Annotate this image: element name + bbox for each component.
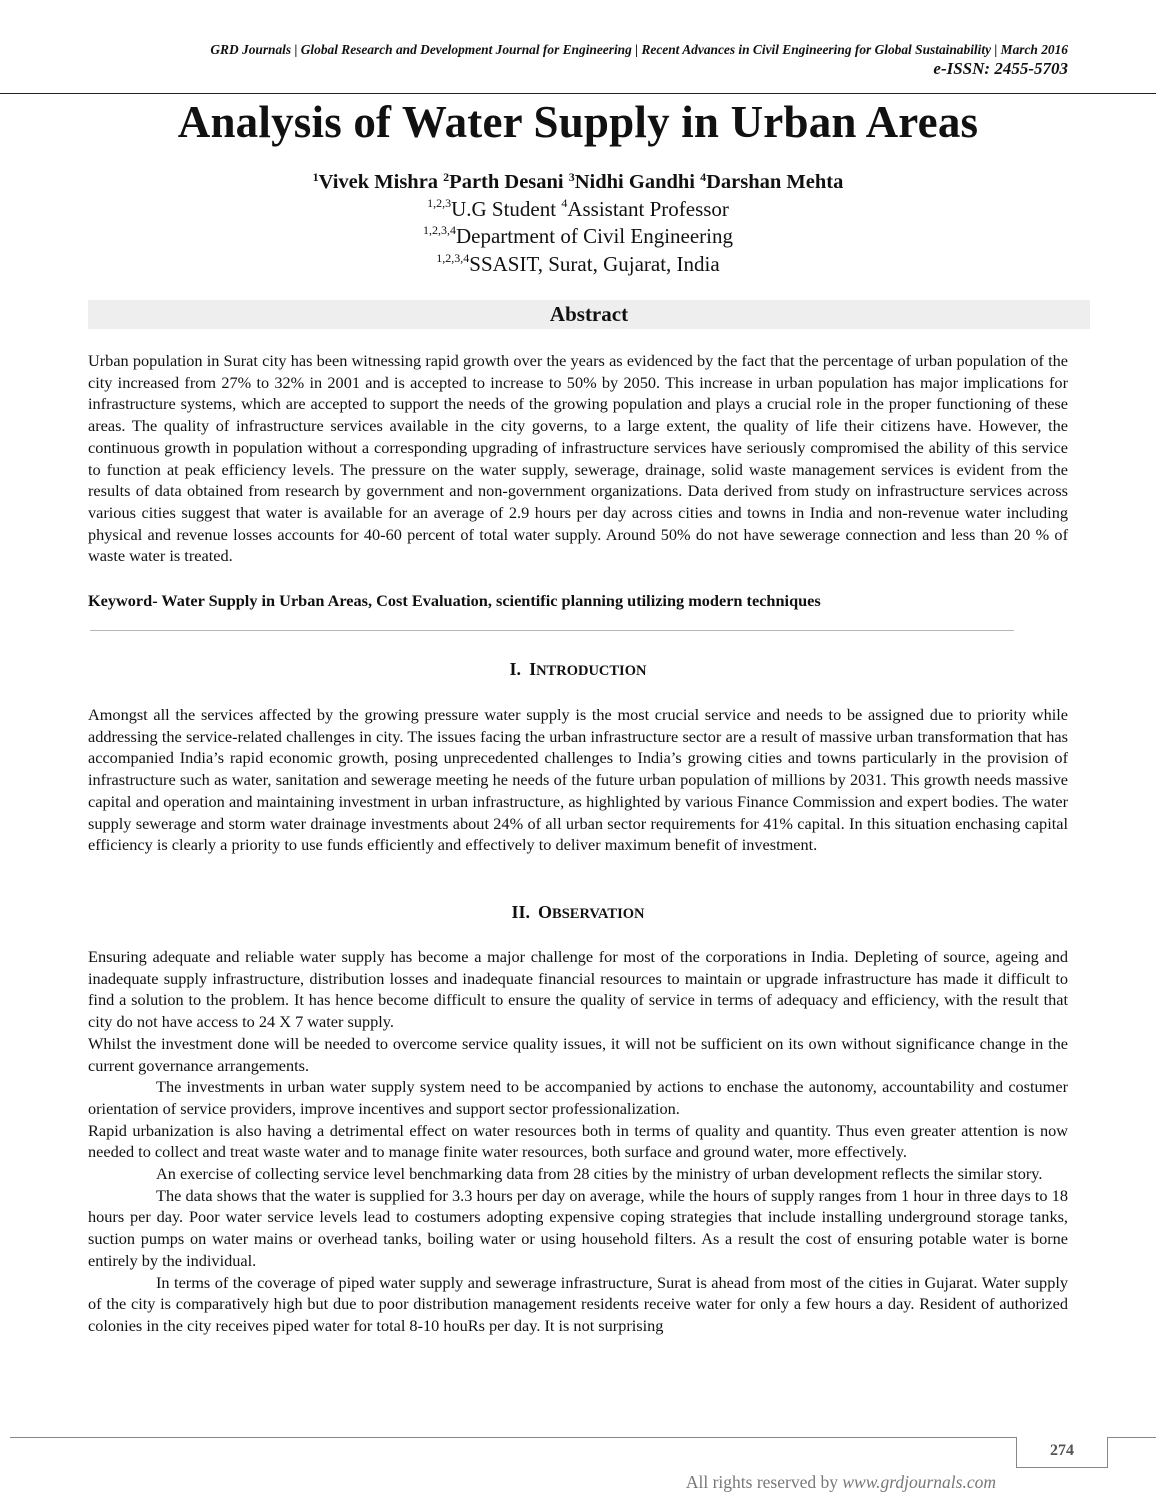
author-name: Vivek Mishra <box>318 171 439 193</box>
issn: e-ISSN: 2455-5703 <box>933 59 1068 78</box>
abstract-text: Urban population in Surat city has been witnessing rapid growth over the years as evidenced by the fact that the percentage of urban population of the city increased from 27% to 32% in 2001 and is accepted to increase to 50% by 2050. This increase in urban population has major implications for infrastructure systems, which are accepted to support the needs of the growing population and plays a crucial role in the proper functioning of these areas. The quality of infrastructure services available in the city governs, to a large extent, the quality of life their citizens have. However, the continuous growth in population without a corresponding upgrading of infrastructure services have seriously compromised the ability of this service to function at peak efficiency levels. The pressure on the water supply, sewerage, drainage, solid waste management services is evident from the results of data obtained from research by government and non-government organizations. Data derived from study on infrastructure services across various cities suggest that water is available for an average of 2.9 hours per day across cities and towns in India and non-revenue water including physical and revenue losses accounts for 40-60 percent of total water supply. Around 50% do not have sewerage connection and less than 20 % of waste water is treated. <box>88 351 1068 566</box>
author-name: Parth Desani <box>449 171 564 193</box>
footer-site-link[interactable]: www.grdjournals.com <box>842 1472 996 1492</box>
page-number: 274 <box>1016 1437 1108 1468</box>
section-title-rest: NTRODUCTION <box>536 663 647 679</box>
footer-copyright <box>686 1472 996 1493</box>
section-initial: O <box>538 902 553 922</box>
introduction-body <box>88 704 1068 856</box>
aff-text: SSASIT, Surat, Gujarat, India <box>469 252 720 276</box>
observation-body <box>88 946 1068 1337</box>
section-number: II. <box>511 902 531 922</box>
paragraph: The investments in urban water supply system need to be accompanied by actions to enchase the autonomy, accountability and costumer orientation of service providers, improve incentives and support sector professionalization. <box>88 1077 1068 1118</box>
author-sup: 1 <box>312 170 319 184</box>
author-name: Nidhi Gandhi <box>574 171 695 193</box>
header-rule <box>0 93 1156 94</box>
paragraph: An exercise of collecting service level benchmarking data from 28 cities by the ministry of urban development reflects the similar story. <box>156 1164 1043 1184</box>
footer-rule-right <box>1108 1437 1156 1438</box>
paragraph: Rapid urbanization is also having a detrimental effect on water resources both in terms of quality and quantity. Thus even greater attention is now needed to collect and treat waste water and to manage finite water resources, both surface and ground water, more effectively. <box>88 1120 1068 1162</box>
separator-rule <box>90 630 1014 631</box>
paper-title: Analysis of Water Supply in Urban Areas <box>177 97 979 147</box>
abstract-body <box>88 350 1068 567</box>
aff-text: U.G Student <box>451 197 557 221</box>
section-heading-observation <box>0 902 1156 923</box>
section-initial: I <box>529 659 537 679</box>
author-list <box>0 171 1156 194</box>
keywords: Keyword- Water Supply in Urban Areas, Cost Evaluation, scientific planning utilizing modern techniques <box>88 591 821 610</box>
aff-sup: 1,2,3,4 <box>422 223 456 237</box>
paragraph: Whilst the investment done will be needed to overcome service quality issues, it will not be sufficient on its own without significance change in the current governance arrangements. <box>88 1033 1068 1075</box>
affiliation-dept <box>0 224 1156 249</box>
journal-header: GRD Journals | Global Research and Development Journal for Engineering | Recent Advances in Civil Engineering for Global Sustainability | March 2016 <box>210 42 1068 57</box>
author-sup: 2 <box>443 170 450 184</box>
aff-text: Department of Civil Engineering <box>455 224 733 248</box>
affiliation-institute <box>0 252 1156 277</box>
author-sup: 3 <box>568 170 575 184</box>
paragraph: Ensuring adequate and reliable water supply has become a major challenge for most of the corporations in India. Depleting of source, ageing and inadequate supply infrastructure, distribution losses and inadequate financial resources to maintain or upgrade infrastructure has made it difficult to find a solution to the problem. It has hence become difficult to ensure the quality of service in terms of adequacy and efficiency, with the result that city do not have access to 24 X 7 water supply. <box>88 947 1068 1032</box>
author-sup: 4 <box>700 170 707 184</box>
aff-text: Assistant Professor <box>567 197 729 221</box>
section-number: I. <box>509 659 522 679</box>
paragraph: The data shows that the water is supplied for 3.3 hours per day on average, while the hours of supply ranges from 1 hour in three days to 18 hours per day. Poor water service levels lead to costumers adopting expensive coping strategies that include installing underground storage tanks, suction pumps on water mains or overhead tanks, boiling water or using household filters. As a result the cost of ensuring potable water is borne entirely by the individual. <box>88 1185 1068 1270</box>
aff-sup: 1,2,3 <box>427 196 452 210</box>
section-title-rest: BSERVATION <box>552 906 645 922</box>
affiliation-role <box>0 197 1156 222</box>
paragraph: In terms of the coverage of piped water supply and sewerage infrastructure, Surat is ahead from most of the cities in Gujarat. Water supply of the city is comparatively high but due to poor distribution management residents receive water for only a few hours a day. Resident of authorized colonies in the city receives piped water for total 8-10 houRs per day. It is not surprising <box>88 1272 1068 1335</box>
author-name: Darshan Mehta <box>706 171 844 193</box>
aff-sup: 4 <box>561 196 568 210</box>
aff-sup: 1,2,3,4 <box>436 251 470 265</box>
footer-rights-text: All rights reserved by <box>685 1472 838 1492</box>
footer-rule <box>10 1437 1016 1438</box>
paragraph: Amongst all the services affected by the growing pressure water supply is the most crucial service and needs to be assigned due to priority while addressing the service-related challenges in city. The issues facing the urban infrastructure sector are a result of massive urban transformation that has accompanied India’s rapid economic growth, posing unprecedented challenges to India’s growing cities and towns particularly in the provision of infrastructure such as water, sanitation and sewerage meeting he needs of the future urban population of millions by 2031. This growth needs massive capital and operation and maintaining investment in urban infrastructure, as highlighted by various Finance Commission and expert bodies. The water supply sewerage and storm water drainage investments about 24% of all urban sector requirements for 41% capital. In this situation enchasing capital efficiency is clearly a priority to use funds efficiently and effectively to deliver maximum benefit of investment. <box>88 705 1068 855</box>
section-heading-introduction <box>0 659 1156 680</box>
abstract-heading: Abstract <box>88 300 1090 329</box>
